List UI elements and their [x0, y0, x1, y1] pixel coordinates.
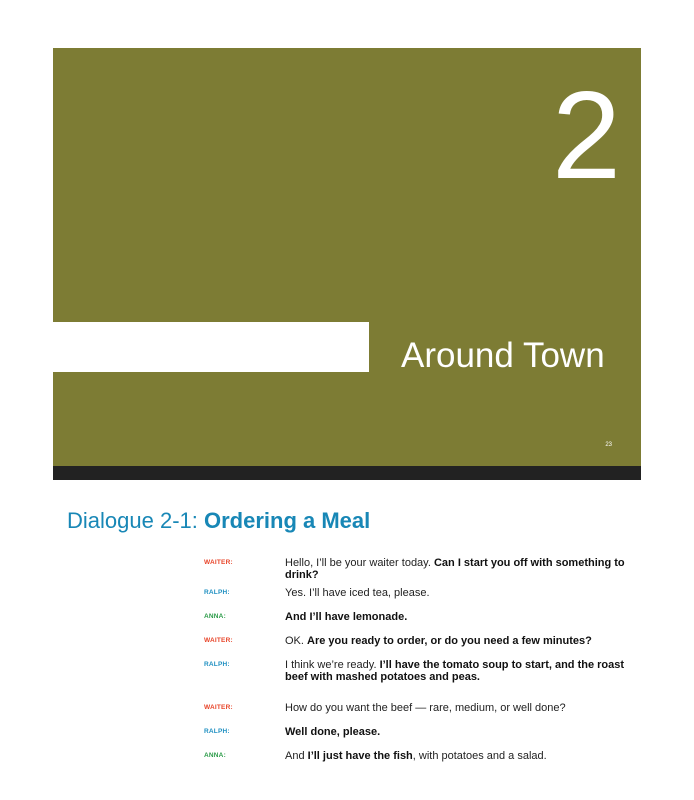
speech-text — [285, 587, 625, 599]
chapter-title: Around Town — [401, 336, 605, 375]
speech-segment: And — [285, 750, 308, 762]
speech-text — [285, 659, 625, 683]
speaker-label: WAITER: — [204, 559, 233, 566]
speech-segment: Yes. I’ll have iced tea, please. — [285, 587, 430, 599]
speaker-label: WAITER: — [204, 637, 233, 644]
speech-segment: How do you want the beef — rare, medium, or well done? — [285, 702, 566, 714]
speaker-label: ANNA: — [204, 613, 226, 620]
speech-text — [285, 635, 625, 647]
dialogue-heading — [67, 508, 370, 534]
speech-text — [285, 750, 625, 762]
speech-bold-segment: Are you ready to order, or do you need a few minutes? — [307, 635, 592, 647]
speech-segment: OK. — [285, 635, 308, 647]
speech-segment: Hello, I’ll be your waiter today. — [285, 557, 434, 569]
speech-bold-segment: I’ll have the tomato soup to start, and the roast beef with mashed potatoes and peas. — [285, 659, 625, 683]
chapter-banner — [53, 48, 641, 466]
chapter-number: 2 — [552, 67, 621, 205]
speech-segment: , with potatoes and a salad. — [412, 750, 547, 762]
divider-bar — [53, 466, 641, 480]
dialogue-heading-prefix: Dialogue 2-1: — [67, 508, 204, 533]
speaker-label: WAITER: — [204, 704, 233, 711]
speech-segment: I think we’re ready. — [285, 659, 380, 671]
speech-text — [285, 726, 625, 738]
speaker-label: RALPH: — [204, 728, 230, 735]
speaker-label: ANNA: — [204, 752, 226, 759]
decorative-white-bar — [53, 322, 369, 372]
page-number: 23 — [605, 442, 612, 448]
speech-bold-segment: Can I start you off with something to drink? — [285, 557, 625, 581]
speech-text — [285, 611, 625, 623]
speech-text — [285, 702, 625, 714]
speech-bold-segment: And I’ll have lemonade. — [285, 611, 408, 623]
speech-text — [285, 557, 625, 581]
dialogue-heading-title: Ordering a Meal — [203, 508, 371, 533]
speaker-label: RALPH: — [204, 661, 230, 668]
speaker-label: RALPH: — [204, 589, 230, 596]
speech-bold-segment: I’ll just have the fish — [307, 750, 413, 762]
speech-bold-segment: Well done, please. — [285, 726, 381, 738]
